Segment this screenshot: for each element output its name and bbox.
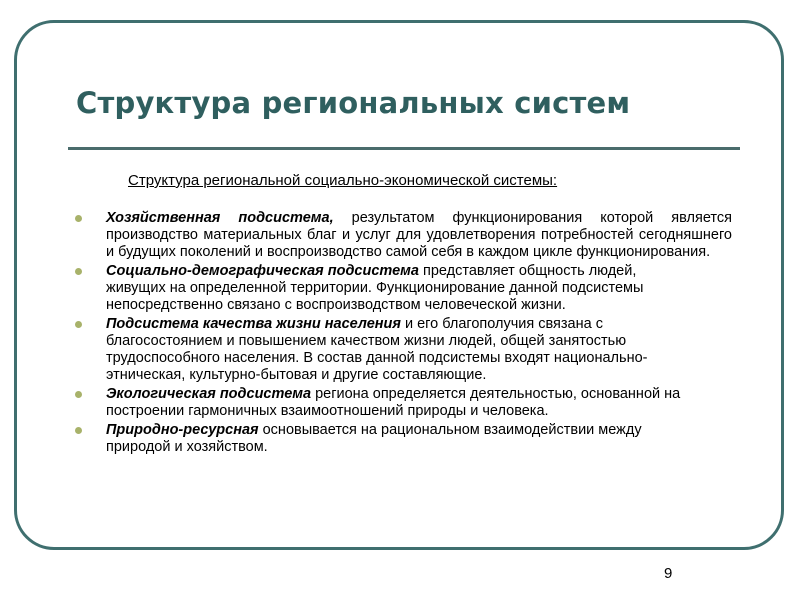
bullet-icon [75,391,82,398]
slide-title: Структура региональных систем [76,86,631,120]
bullet-text: основывается на рациональном взаимодействии между природой и хозяйством. [106,422,642,455]
bullet-term: Экологическая подсистема [106,386,312,402]
bullet-term: Социально-демографическая подсистема [106,263,419,279]
list-item [72,263,696,314]
bullet-text: и его благополучия связана с благосостоянием и повышением качеством жизни людей, общей занятостью трудоспособного населения. В состав данной подсистемы входят национально-этническая, культурно-бытовая и другие составляющие. [106,316,648,383]
bullet-term: Подсистема качества жизни населения [106,316,401,332]
bullet-icon [75,427,82,434]
bullet-term: Природно-ресурсная [106,422,259,438]
list-item [72,422,706,456]
bullet-term: Хозяйственная подсистема, [106,210,334,226]
bullet-list [72,210,734,458]
title-divider [68,147,740,150]
page-number: 9 [664,565,673,582]
list-item [72,210,732,261]
list-item [72,316,696,384]
bullet-icon [75,215,82,222]
slide-subtitle: Структура региональной социально-экономической системы: [128,172,558,189]
bullet-icon [75,268,82,275]
list-item [72,386,696,420]
bullet-text: результатом функционирования которой является производство материальных благ и услуг для удовлетворения потребностей сегодняшнего и будущих поколений и воспроизводство самой себя в каждом цикле функционирования. [106,210,732,260]
bullet-icon [75,321,82,328]
bullet-text: региона определяется деятельностью, основанной на построении гармоничных взаимоотношений природы и человека. [106,386,681,419]
bullet-text: представляет общность людей, живущих на определенной территории. Функционирование данной подсистемы непосредственно связано с воспроизводством человеческой жизни. [106,263,644,313]
